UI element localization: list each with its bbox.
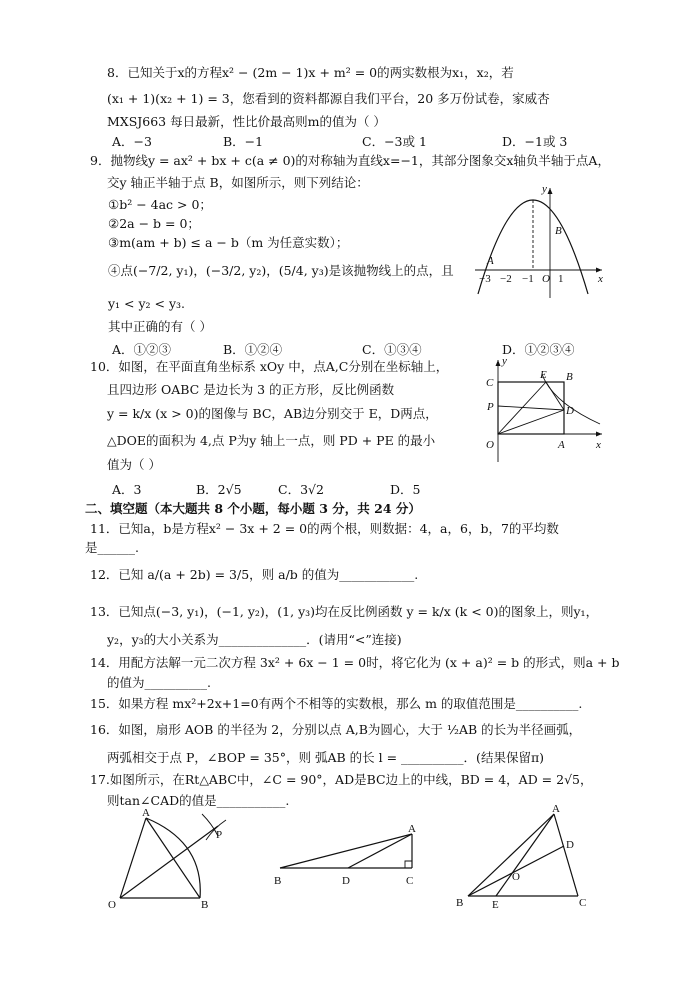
q12: 12．已知 a/(a + 2b) = 3/5，则 a/b 的值为____________.: [90, 567, 419, 582]
label-p: P: [487, 401, 494, 413]
y-axis-arrow: [548, 188, 553, 194]
side-ba: [280, 834, 412, 868]
q9-line2: 交y 轴正半轴于点 B，如图所示，则下列结论：: [107, 175, 369, 190]
q10-option-c: C．3√2: [278, 482, 324, 497]
label-b: B: [201, 899, 209, 911]
q8-line3: MXSJ663 每日最新，性比价最高则m的值为（ ）: [107, 114, 386, 129]
label-c: C: [486, 377, 494, 389]
tick-neg2: −2: [500, 273, 512, 285]
q14-line2: 的值为__________.: [107, 675, 211, 690]
q11-line1: 11．已知a，b是方程x² − 3x + 2 = 0的两个根，则数据：4，a，6，b，7的平均数: [90, 521, 559, 536]
q17-triangle-figure: [272, 822, 430, 892]
q9-item-2: ②2a − b = 0；: [108, 216, 200, 231]
section-fill-in-blank: 二、填空题（本大题共 8 个小题，每小题 3 分，共 24 分）: [85, 501, 421, 516]
q10-line4: △DOE的面积为 4,点 P为y 轴上一点，则 PD + PE 的最小: [107, 433, 436, 448]
q9-option-b: B．①②④: [223, 342, 283, 357]
median-da: [348, 834, 412, 868]
q15: 15．如果方程 mx²+2x+1=0有两个不相等的实数根，那么 m 的取值范围是__________.: [90, 696, 583, 711]
label-b: B: [566, 371, 573, 383]
label-c: C: [579, 897, 587, 909]
segment-od: [498, 410, 564, 434]
label-c: C: [406, 875, 414, 887]
q8-option-c: C．−3或 1: [362, 134, 427, 149]
tick-neg3: −3: [479, 273, 491, 285]
q9-item-1: ①b² − 4ac > 0；: [108, 197, 212, 212]
label-o: O: [512, 871, 520, 883]
label-a: A: [558, 439, 565, 451]
q16-line2: 两弧相交于点 P，∠BOP = 35°，则 弧AB 的长 l = __________．(结果保留π): [107, 750, 545, 765]
q10-line5: 值为（ ）: [107, 457, 161, 472]
tick-1: 1: [558, 273, 564, 285]
q9-option-a: A．①②③: [112, 342, 172, 357]
q16-line1: 16．如图，扇形 AOB 的半径为 2，分别以点 A,B为圆心，大于 ½AB 的长为半径画弧，: [90, 722, 582, 737]
q10-option-b: B．2√5: [196, 482, 242, 497]
q8-line2: (x₁ + 1)(x₂ + 1) = 3，您看到的资料都源自我们平台，20 多万份试卷，家威杏: [107, 91, 550, 106]
q17-line1: 17.如图所示，在Rt△ABC中，∠C = 90°，AD是BC边上的中线，BD = 4，AD = 2√5，: [90, 772, 593, 787]
label-x: x: [596, 439, 601, 451]
q14-line1: 14．用配方法解一元二次方程 3x² + 6x − 1 = 0时，将它化为 (x + a)² = b 的形式，则a + b: [90, 655, 620, 670]
label-d: D: [566, 405, 574, 417]
label-a: A: [487, 255, 494, 267]
label-a: A: [142, 807, 150, 819]
q9-correct-prompt: 其中正确的有（ ）: [108, 319, 212, 334]
y-axis-arrow: [496, 360, 501, 366]
q17-line2: 则tan∠CAD的值是___________.: [107, 793, 290, 808]
label-o: O: [486, 439, 494, 451]
label-b: B: [456, 897, 464, 909]
label-b: B: [274, 875, 282, 887]
q9-option-d: D．①②③④: [502, 342, 575, 357]
side-ac: [554, 814, 578, 896]
x-axis-arrow: [596, 432, 602, 437]
q10-option-d: D．5: [390, 482, 421, 497]
q9-item-3: ③m(am + b) ≤ a − b（m 为任意实数）；: [108, 235, 349, 250]
q9-item-5: y₁ < y₂ < y₃.: [108, 296, 186, 311]
label-y: y: [542, 183, 547, 195]
x-axis-arrow: [596, 268, 602, 273]
q10-line3: y = k/x (x > 0)的图像与 BC，AB边分别交于 E，D两点，: [107, 406, 438, 421]
q10-square-figure: [480, 354, 608, 466]
q9-parabola-figure: [470, 178, 610, 300]
side-ba: [468, 814, 554, 896]
q9-item-4: ④点(−7/2, y₁)，(−3/2, y₂)，(5/4, y₃)是该抛物线上的点，且: [108, 263, 454, 278]
label-origin: O: [542, 273, 550, 285]
label-b: B: [555, 225, 562, 237]
bottom-right-triangle-figure: [454, 803, 594, 911]
label-d: D: [342, 875, 350, 887]
q8-option-d: D．−1或 3: [502, 134, 568, 149]
q11-line2: 是______.: [85, 540, 139, 555]
q8-option-b: B．−1: [223, 134, 264, 149]
label-a: A: [552, 803, 560, 815]
label-d: D: [566, 839, 574, 851]
ray-op: [120, 826, 218, 898]
segment-oe: [498, 382, 546, 434]
q10-option-a: A．3: [112, 482, 142, 497]
tick-neg1: −1: [522, 273, 534, 285]
cevian-ea: [496, 814, 554, 896]
q10-line1: 10．如图，在平面直角坐标系 xOy 中，点A,C分别在坐标轴上，: [90, 359, 449, 374]
chord-ab: [146, 818, 200, 898]
label-e: E: [492, 899, 499, 911]
q16-sector-figure: [106, 806, 236, 910]
q9-option-c: C．①③④: [362, 342, 422, 357]
q8-line1: 8．已知关于x的方程x² − (2m − 1)x + m² = 0的两实数根为x₁，x₂，若: [107, 65, 514, 80]
q13-line1: 13．已知点(−3, y₁)，(−1, y₂)，(1, y₃)均在反比例函数 y = k/x (k < 0)的图象上，则y₁，: [90, 604, 599, 619]
right-angle-mark: [405, 861, 412, 868]
q10-line2: 且四边形 OABC 是边长为 3 的正方形，反比例函数: [107, 382, 395, 397]
label-y: y: [502, 355, 507, 367]
segment-pd: [498, 406, 564, 410]
label-x: x: [598, 273, 603, 285]
label-p: P: [216, 829, 223, 841]
label-a: A: [408, 823, 416, 835]
q13-line2: y₂，y₃的大小关系为______________．(请用“<”连接): [107, 632, 402, 647]
segment-ed: [546, 382, 564, 410]
q9-line1: 9．抛物线y = ax² + bx + c(a ≠ 0)的对称轴为直线x=−1，其部分图象交x轴负半轴于点A，: [90, 153, 610, 168]
radius-oa: [120, 818, 146, 898]
q8-option-a: A．−3: [112, 134, 152, 149]
label-e: E: [540, 369, 547, 381]
label-o: O: [108, 899, 116, 911]
